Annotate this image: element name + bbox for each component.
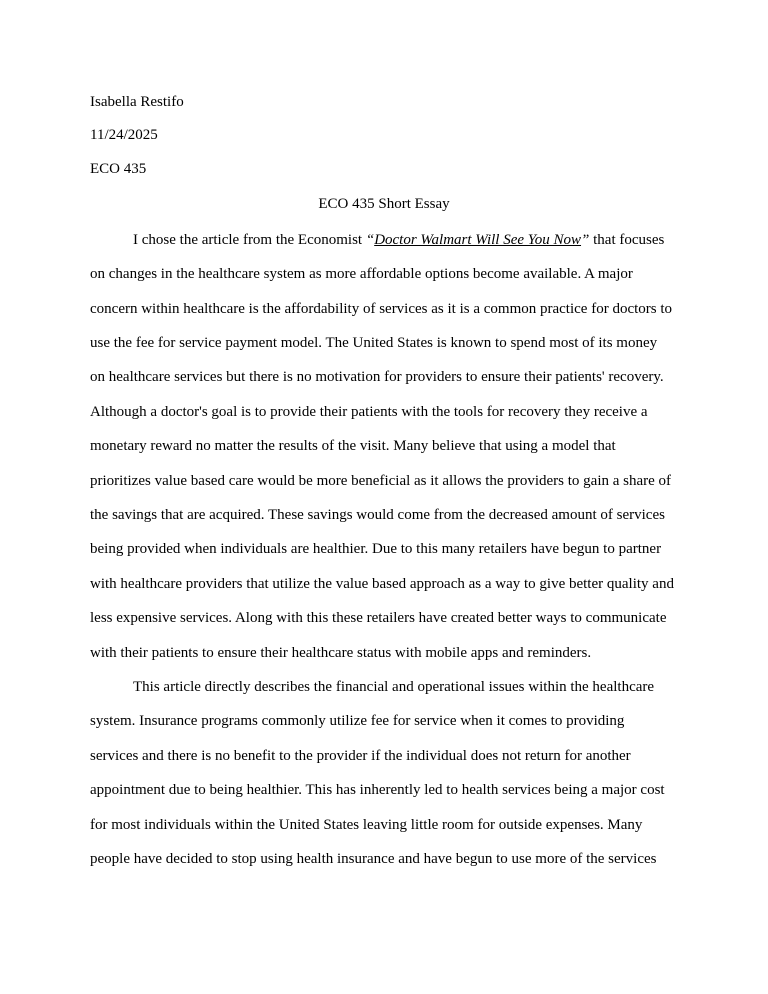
paragraph-1-line: the savings that are acquired. These savings would come from the decreased amount of services bbox=[90, 507, 665, 523]
paragraph-1-line: with their patients to ensure their healthcare status with mobile apps and reminders. bbox=[90, 645, 592, 661]
paragraph-1-line: being provided when individuals are healthier. Due to this many retailers have begun to partner bbox=[90, 541, 662, 557]
essay-title: ECO 435 Short Essay bbox=[318, 196, 450, 212]
paragraph-2-line: people have decided to stop using health insurance and have begun to use more of the services bbox=[90, 851, 657, 867]
paragraph-1-line: prioritizes value based care would be more beneficial as it allows the providers to gain a share of bbox=[90, 473, 672, 489]
paragraph-1-line: use the fee for service payment model. The United States is known to spend most of its money bbox=[90, 335, 658, 351]
essay-date: 11/24/2025 bbox=[90, 127, 158, 143]
open-quote: “ bbox=[365, 232, 375, 248]
close-quote: ” bbox=[581, 232, 590, 248]
paragraph-1-first-line bbox=[133, 231, 664, 249]
paragraph-1-lead-tail: that focuses bbox=[589, 232, 665, 248]
paragraph-2-line: system. Insurance programs commonly utilize fee for service when it comes to providing bbox=[90, 713, 625, 729]
paragraph-2-line: for most individuals within the United States leaving little room for outside expenses. Many bbox=[90, 817, 643, 833]
paragraph-1-line: monetary reward no matter the results of the visit. Many believe that using a model that bbox=[90, 438, 616, 454]
paragraph-1-line: Although a doctor's goal is to provide their patients with the tools for recovery they receive a bbox=[90, 404, 648, 420]
article-title-link[interactable]: Doctor Walmart Will See You Now bbox=[374, 232, 582, 248]
course-code: ECO 435 bbox=[90, 161, 147, 177]
paragraph-2-first-line: This article directly describes the financial and operational issues within the healthcare bbox=[133, 679, 655, 695]
author-name: Isabella Restifo bbox=[90, 94, 184, 110]
paragraph-1-line: on healthcare services but there is no motivation for providers to ensure their patients' recovery. bbox=[90, 369, 664, 385]
paragraph-2-line: services and there is no benefit to the provider if the individual does not return for another bbox=[90, 748, 631, 764]
paragraph-1-lead: I chose the article from the Economist bbox=[133, 232, 366, 248]
paragraph-1-line: less expensive services. Along with this these retailers have created better ways to communicate bbox=[90, 610, 667, 626]
paragraph-1-line: with healthcare providers that utilize the value based approach as a way to give better quality and bbox=[90, 576, 674, 592]
paragraph-1-line: concern within healthcare is the affordability of services as it is a common practice for doctors to bbox=[90, 301, 673, 317]
paragraph-2-line: appointment due to being healthier. This has inherently led to health services being a major cost bbox=[90, 782, 665, 798]
paragraph-1-line: on changes in the healthcare system as more affordable options become available. A major bbox=[90, 266, 633, 282]
